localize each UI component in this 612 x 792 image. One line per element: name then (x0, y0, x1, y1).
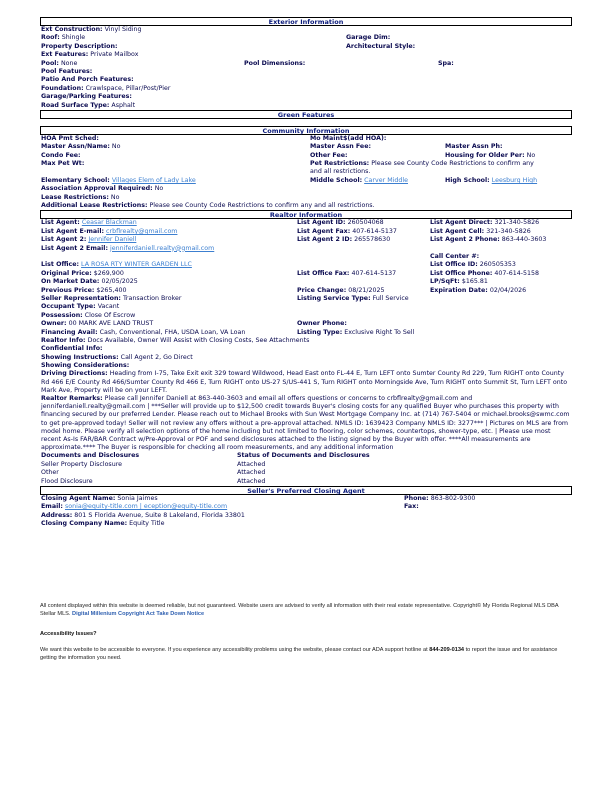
doc-status: Attached (237, 469, 266, 477)
list-agent-link[interactable]: Ceasar Blackman (81, 219, 137, 227)
label: Occupant Type: (41, 303, 96, 311)
label: List Agent 2 ID: (297, 236, 353, 244)
label: Master Assn Fee: (310, 143, 371, 151)
label: Garage/Parking Features: (41, 93, 132, 101)
row-realtor-info (40, 337, 572, 345)
label: Pool: (41, 59, 59, 67)
section-header-realtor: Realtor Information (40, 210, 572, 219)
value: and all restrictions. (310, 168, 371, 176)
listing-detail (40, 0, 572, 529)
label: List Agent ID: (297, 219, 346, 227)
label: Property Description: (41, 42, 118, 50)
label: List Agent Cell: (430, 227, 485, 235)
label: Confidential Info: (41, 345, 103, 353)
row-road (40, 102, 572, 110)
value: 08/21/2025 (348, 286, 385, 294)
list-agent2-link[interactable]: Jennifer Daniell (88, 236, 137, 244)
label: Email: (41, 503, 63, 511)
value: Heading from I-75, Take Exit exit 329 toward Wildwood, Head East onto FL-44 E, Turn LEFT onto Sumter County Rd 229, Turn RIGHT onto County Rd 466 E/E County Rd 466/Sumter County Rd 466 E, Turn RIGHT onto US-27 S/US-441 S, Turn RIGHT onto Morningside Ave, Turn RIGHT onto Summit St, Turn LEFT onto Mark Ave, Property will be on your LEFT. (41, 370, 568, 394)
label: Pool Features: (41, 67, 93, 75)
row-closing-company (40, 520, 572, 528)
section-header-community: Community Information (40, 126, 572, 135)
row-possession (40, 312, 572, 320)
label: Max Pet Wt: (41, 160, 85, 168)
doc-row (40, 478, 572, 486)
accessibility-heading (40, 630, 572, 638)
label: Owner Phone: (297, 320, 347, 328)
label: Middle School: (310, 176, 363, 184)
value: 260504068 (347, 219, 384, 227)
value: 321-340-5826 (486, 227, 531, 235)
row-seller-rep (40, 295, 572, 303)
label: Price Change: (297, 286, 347, 294)
value: None (60, 59, 78, 67)
label: Showing Considerations: (41, 362, 130, 370)
value: 00 MARK AVE LAND TRUST (68, 320, 154, 328)
value: No (111, 143, 121, 151)
row-property-desc (40, 43, 572, 51)
row-roof (40, 34, 572, 42)
docs-header: Documents and Disclosures (41, 452, 140, 460)
disclaimer-text: All content displayed within this website is deemed reliable, but not guaranteed. Website users are advised to verify all information with their real estate representative. Copyright© My Florida Regional MLS DBA Stellar MLS. (40, 603, 559, 617)
label: Lease Restrictions: (41, 193, 109, 201)
value: 02/05/2025 (101, 278, 138, 286)
label: Pet Restrictions: (310, 160, 370, 168)
value: Shingle (61, 34, 86, 42)
label: Road Surface Type: (41, 101, 110, 109)
value: Close Of Escrow (84, 311, 136, 319)
label: Patio And Porch Features: (41, 76, 134, 84)
doc-status: Attached (237, 460, 266, 468)
row-agent (40, 219, 572, 227)
value: Equity Title (129, 520, 165, 528)
row-agent2-email (40, 245, 572, 253)
row-foundation (40, 85, 572, 93)
value: 801 S Florida Avenue, Suite 8 Lakeland, Florida 33801 (74, 511, 245, 519)
row-pool-features (40, 68, 572, 76)
label: List Agent: (41, 219, 80, 227)
label: Original Price: (41, 269, 92, 277)
label: Realtor Info: (41, 336, 86, 344)
value: 407-614-5137 (352, 227, 397, 235)
label: Call Center #: (430, 252, 480, 260)
accessibility-text: We want this website to be accessible to everyone. If you experience any accessibility problems using the website, please contact our ADA support hotline at (40, 647, 428, 653)
label: Mo Maint$(add HOA): (310, 134, 387, 142)
row-pet (40, 160, 572, 168)
row-prev-price (40, 287, 572, 295)
list-agent2-email-link[interactable]: jenniferdaniell.realty@gmail.com (110, 244, 215, 252)
label: Financing Avail: (41, 328, 98, 336)
label: Closing Company Name: (41, 520, 128, 528)
row-email (40, 228, 572, 236)
closing-email-link[interactable]: sonia@equity-title.com | eception@equity-title.com (64, 503, 228, 511)
value: No (526, 151, 536, 159)
value: Full Service (372, 294, 409, 302)
accessibility-text-2: to report the issue and for assistance getting the information you need. (40, 647, 558, 661)
value: 260505353 (479, 261, 516, 269)
doc-row (40, 461, 572, 469)
value: Vinyl Siding (104, 26, 142, 33)
label: List Agent 2 Email: (41, 244, 108, 252)
label: List Agent E-mail: (41, 227, 105, 235)
row-show-instr (40, 354, 572, 362)
label: LP/SqFt: (430, 278, 460, 286)
label: Ext Construction: (41, 26, 103, 33)
value: Sonia Jaimes (117, 495, 158, 503)
row-schools (40, 177, 572, 185)
label: List Office ID: (430, 261, 478, 269)
row-master-assn (40, 143, 572, 151)
driving-directions (40, 370, 572, 395)
row-addl-lease (40, 202, 572, 210)
value: Private Mailbox (90, 51, 139, 59)
label: List Agent 2 Phone: (430, 236, 500, 244)
row-condo-fee (40, 152, 572, 160)
label: Master Assn/Name: (41, 143, 110, 151)
label: HOA Pmt Sched: (41, 134, 99, 142)
value: Docs Available, Owner Will Assist with Closing Costs, See Attachments (87, 336, 310, 344)
row-agent2 (40, 236, 572, 244)
value: Please see County Code Restrictions to confirm any and all restrictions. (149, 202, 375, 210)
label: List Office Fax: (297, 269, 350, 277)
section-header-green: Green Features (40, 110, 572, 119)
label: Architectural Style: (346, 42, 416, 50)
row-financing (40, 329, 572, 337)
section-header-closing: Seller's Preferred Closing Agent (40, 486, 572, 495)
label: Expiration Date: (430, 286, 488, 294)
value: Asphalt (111, 101, 136, 109)
disclaimer (40, 602, 572, 618)
row-ext-features (40, 51, 572, 59)
value: 863-802-9300 (430, 495, 476, 503)
row-lease (40, 194, 572, 202)
value: $265,400 (96, 286, 127, 294)
label: List Agent Direct: (430, 219, 493, 227)
label: Driving Directions: (41, 370, 108, 378)
row-owner (40, 320, 572, 328)
copyright-notice-link[interactable]: Digital Millenium Copyright Act Take Down Notice (72, 611, 205, 617)
row-office (40, 261, 572, 269)
value: Transaction Broker (122, 294, 182, 302)
label: Seller Representation: (41, 294, 121, 302)
label: Other Fee: (310, 151, 348, 159)
row-orig-price (40, 270, 572, 278)
list-agent-email-link[interactable]: crbflrealty@gmail.com (106, 227, 178, 235)
value: $269,900 (93, 269, 124, 277)
label: List Office Phone: (430, 269, 493, 277)
value: $165.81 (461, 278, 488, 286)
label: Realtor Remarks: (41, 395, 103, 403)
value: 407-614-5137 (351, 269, 397, 277)
row-assoc (40, 185, 572, 193)
label: List Agent Fax: (297, 227, 351, 235)
row-pet-cont (40, 168, 572, 176)
value: No (154, 185, 164, 193)
label: Condo Fee: (41, 151, 81, 159)
label: Roof: (41, 34, 60, 42)
list-office-link[interactable]: LA ROSA RTY WINTER GARDEN LLC (81, 261, 192, 269)
label: Listing Type: (297, 328, 343, 336)
value: Exclusive Right To Sell (344, 328, 415, 336)
label: Phone: (404, 495, 429, 503)
label: Garage Dim: (346, 34, 391, 42)
label: Additional Lease Restrictions: (41, 202, 148, 210)
value: 407-614-5158 (494, 269, 540, 277)
middle-school-link[interactable]: Carver Middle (364, 176, 408, 184)
value: Please see County Code Restrictions to confirm any (371, 160, 534, 168)
value: 02/04/2026 (489, 286, 527, 294)
elementary-school-link[interactable]: Villages Elem of Lady Lake (111, 176, 196, 184)
row-closing-address (40, 512, 572, 520)
label: Spa: (438, 59, 454, 67)
value: Please call Jennifer Daniell at 863-440-3603 and email all offers questions or concerns to crbflrealty@gmail.com and jenniferdaniell.realty@gmail.com | ***Seller will provide up to $12,500 credit towards Buyer's closing costs for any qualified Buyer who purchases this property with financing secured by our preferred Lender. Please reach out to Michael Brooks with Sun West Mortgage Company Inc. at (714) 767-5404 or michael.brooks@swmc.com to get pre-approved today! Seller will not review any offers without a pre-approval attached. NMLS ID: 1639423 Company NMLS ID: 3277*** | Pictures on MLS are from model home. Please verify all selection options of the home including but not limited to flooring, color schemes, countertops, shower-type, etc. | Please use most recent As-Is FAR/BAR Contract w/Pre-Approval or POF and send disclosures attached to the listing signed by the Buyer with offer. ****All measurements are approximate.**** The Buyer is responsible for checking all room measurements, and any additional information (41, 395, 570, 452)
accessibility-title: Accessibility Issues? (40, 631, 97, 637)
section-header-exterior: Exterior Information (40, 17, 572, 26)
label: Housing for Older Per: (445, 151, 525, 159)
realtor-remarks (40, 395, 572, 452)
value: 265578630 (354, 236, 391, 244)
label: Closing Agent Name: (41, 495, 116, 503)
label: Elementary School: (41, 176, 110, 184)
label: List Agent 2: (41, 236, 87, 244)
row-confidential (40, 345, 572, 353)
row-patio (40, 76, 572, 84)
label: Address: (41, 511, 73, 519)
doc-name: Other (41, 469, 59, 477)
label: Listing Service Type: (297, 294, 371, 302)
doc-status: Attached (237, 477, 266, 485)
row-garage (40, 93, 572, 101)
row-show-consid (40, 362, 572, 370)
label: Pool Dimensions: (244, 59, 306, 67)
label: Foundation: (41, 84, 84, 92)
high-school-link[interactable]: Leesburg High (491, 176, 538, 184)
value: No (110, 193, 120, 201)
doc-name: Flood Disclosure (41, 477, 93, 485)
value: 863-440-3603 (501, 236, 547, 244)
label: Master Assn Ph: (445, 143, 503, 151)
label: Owner: (41, 320, 67, 328)
label: Fax: (404, 503, 419, 511)
row-on-market (40, 278, 572, 286)
ada-hotline[interactable]: 844-209-0134 (429, 647, 465, 653)
row-closing-email (40, 503, 572, 511)
row-call-center (40, 253, 572, 261)
row-pool (40, 60, 572, 68)
value: Vacant (97, 303, 120, 311)
label: Ext Features: (41, 51, 89, 59)
doc-name: Seller Property Disclosure (41, 460, 123, 468)
value: Crawlspace, Pillar/Post/Pier (85, 84, 171, 92)
label: Association Approval Required: (41, 185, 153, 193)
value: Cash, Conventional, FHA, USDA Loan, VA Loan (99, 328, 246, 336)
row-ext-construction (40, 26, 572, 34)
accessibility-notice (40, 646, 572, 662)
label: Previous Price: (41, 286, 95, 294)
row-hoa (40, 135, 572, 143)
label: High School: (445, 176, 490, 184)
label: List Office: (41, 261, 80, 269)
value: 321-340-5826 (494, 219, 540, 227)
value: Call Agent 2, Go Direct (120, 353, 193, 361)
label: Showing Instructions: (41, 353, 119, 361)
status-header: Status of Documents and Disclosures (237, 452, 370, 460)
label: Possession: (41, 311, 83, 319)
label: On Market Date: (41, 278, 100, 286)
row-occupant (40, 303, 572, 311)
doc-row (40, 469, 572, 477)
docs-header-row (40, 452, 572, 460)
